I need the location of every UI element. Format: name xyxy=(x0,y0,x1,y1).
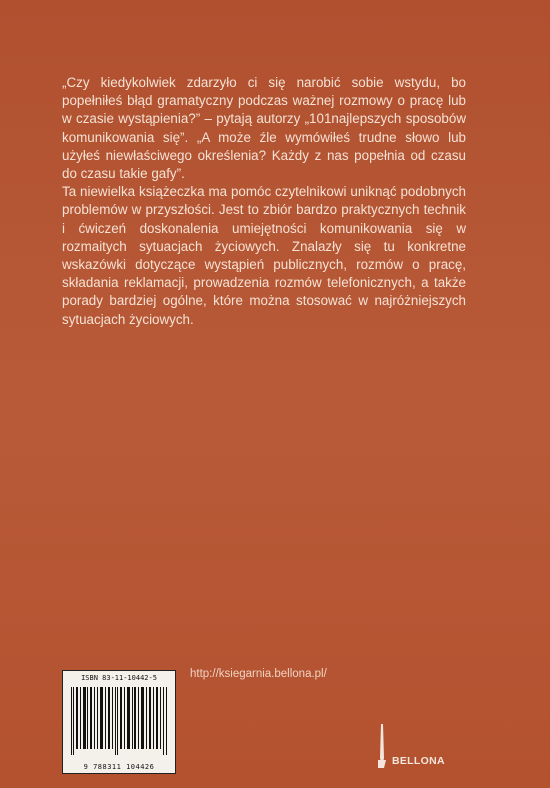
publisher-name: BELLONA xyxy=(392,755,445,767)
description-paragraph-2: Ta niewielka książeczka ma pomóc czytelnikowi uniknąć podobnych problemów w przyszłości. Jest to zbiór bardzo praktycznych technik i ćwiczeń doskonalenia umiejętności komunikowania się w rozmaitych sytuacjach życiowych. Znalazły się tu konkretne wskazówki dotyczące wystąpień publicznych, rozmów o pracę, składania reklamacji, prowadzenia rozmów telefonicznych, a także porady bardziej ogólne, które można stosować w najróżniejszych sytuacjach życiowych. xyxy=(62,184,466,327)
publisher-logo xyxy=(372,722,472,774)
barcode-icon xyxy=(71,687,167,755)
book-description xyxy=(62,74,466,329)
description-paragraph-1: „Czy kiedykolwiek zdarzyło ci się narobić sobie wstydu, bo popełniłeś błąd gramatyczny podczas ważnej rozmowy o pracę lub w czasie wystąpienia?” – pytają autorzy „101najlepszych sposobów komunikowania się”. „A może źle wymówiłeś trudne słowo lub użyłeś niewłaściwego określenia? Każdy z nas popełnia od czasu do czasu takie gafy”. xyxy=(62,75,466,182)
ean-number: 9 788311 104426 xyxy=(83,763,155,771)
isbn-number: ISBN 83-11-10442-5 xyxy=(81,674,157,682)
isbn-barcode xyxy=(62,670,176,774)
bookstore-url[interactable]: http://ksiegarnia.bellona.pl/ xyxy=(190,668,327,680)
